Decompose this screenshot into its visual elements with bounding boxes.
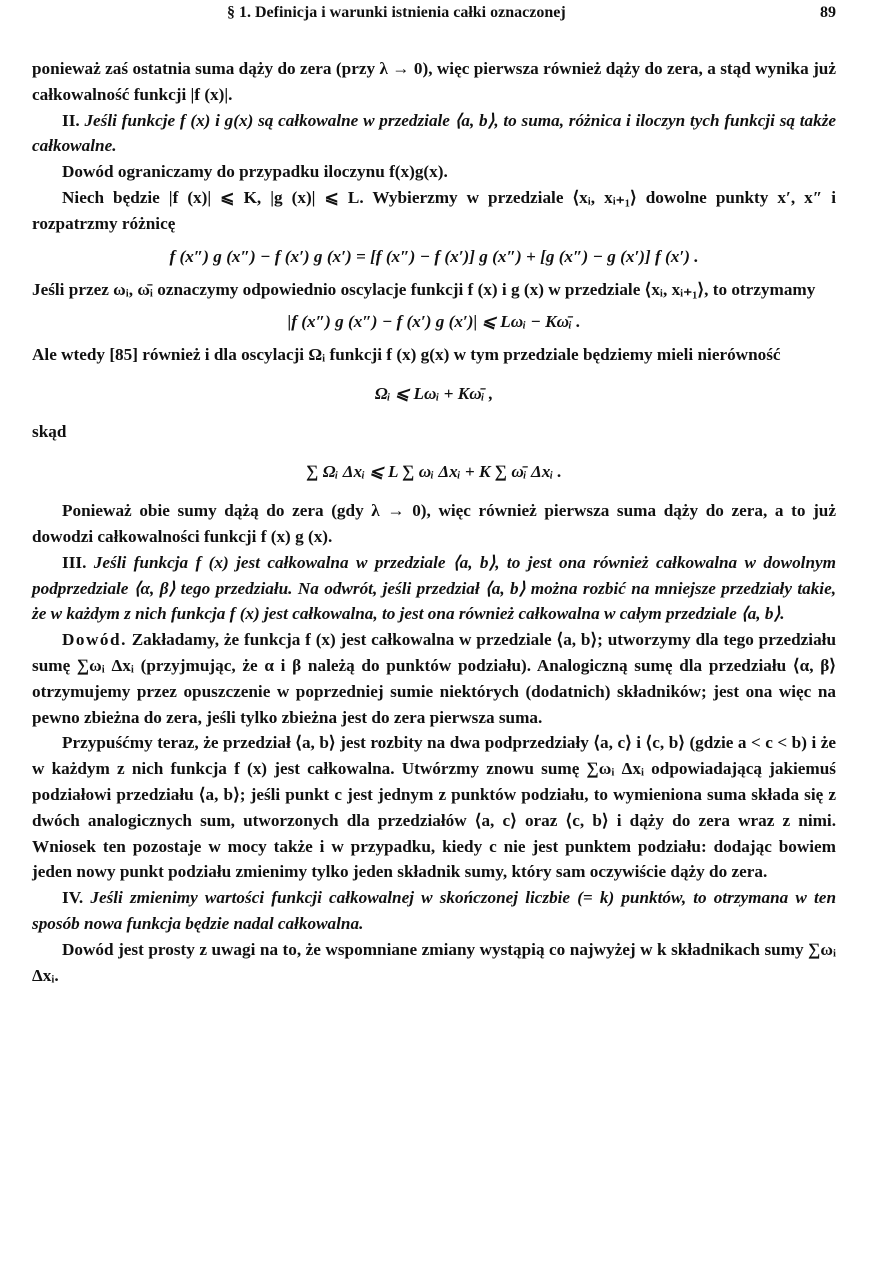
page-body — [32, 56, 836, 988]
page-number: 89 — [820, 4, 836, 21]
proof-iv: Dowód jest prosty z uwagi na to, że wspomniane zmiany wystąpią co najwyżej w k składnikach sumy ∑ωᵢ Δxᵢ. — [32, 939, 836, 985]
theorem-iv — [32, 885, 836, 937]
formula-omega-bound: Ωᵢ ⩽ Lωᵢ + Kω̄ᵢ , — [374, 384, 494, 404]
paragraph-oscillations: Jeśli przez ωᵢ, ω̄ᵢ oznaczymy odpowiednio oscylacje funkcji f (x) i g (x) w przedziale ⟨xᵢ, xᵢ₊₁⟩, to otrzymamy — [32, 279, 816, 299]
theorem-number: III. — [62, 552, 87, 572]
theorem-statement: Jeśli zmienimy wartości funkcji całkowalnej w skończonej liczbie (= k) punktów, to otrzymana w ten sposób nowa funkcja będzie nadal całkowalna. — [32, 888, 836, 933]
paragraph-split: Przypuśćmy teraz, że przedział ⟨a, b⟩ jest rozbity na dwa podprzedziały ⟨a, c⟩ i ⟨c, b⟩ (gdzie a < c < b) i że w każdym z nich funkcja f (x) jest całkowalna. Utwórzmy znowu sumę ∑ωᵢ Δxᵢ odpowiadającą jakiemuś podziałowi przedziału ⟨a, b⟩; jeśli punkt c jest jednym z punktów podziału, to wymieniona suma składa się z dwóch analogicznych sum, utworzonych dla przedziałów ⟨a, c⟩ oraz ⟨c, b⟩ i dąży do zera wraz z nimi. Wniosek ten pozostaje w mocy także i w przypadku, kiedy c nie jest punktem podziału: dodając bowiem jeden nowy punkt podziału zmienimy tylko jeden składnik sumy, który sam oczywiście dąży do zera. — [32, 733, 836, 882]
section-title: § 1. Definicja i warunki istnienia całki oznaczonej — [227, 4, 566, 21]
proof-text: Zakładamy, że funkcja f (x) jest całkowalna w przedziale ⟨a, b⟩; utworzymy dla tego przedziału sumę ∑ωᵢ Δxᵢ (przyjmując, że α i β należą do punktów podziału). Analogiczną sumę dla przedziału ⟨α, β⟩ otrzymujemy przez opuszczenie w poprzedniej sumie niektórych (dodatnich) składników; jest ona więc na pewno zbieżna do zera, jeśli tylko zbieżna jest do zera pierwsza suma. — [32, 630, 837, 727]
formula-sum: ∑ Ωᵢ Δxᵢ ⩽ L ∑ ωᵢ Δxᵢ + K ∑ ω̄ᵢ Δxᵢ . — [306, 462, 562, 482]
theorem-number: II. — [62, 110, 80, 130]
word-skad: skąd — [32, 422, 67, 442]
theorem-number: IV. — [62, 888, 84, 908]
formula-difference: f (x″) g (x″) − f (x′) g (x′) = [f (x″) − f (x′)] g (x″) + [g (x″) − g (x′)] f (x′) . — [169, 246, 699, 266]
paragraph-bounds: Niech będzie |f (x)| ⩽ K, |g (x)| ⩽ L. Wybierzmy w przedziale ⟨xᵢ, xᵢ₊₁⟩ dowolne punkty x′, x″ i rozpatrzmy różnicę — [32, 187, 836, 233]
proof-iii — [32, 627, 836, 730]
paragraph-continuation: ponieważ zaś ostatnia suma dąży do zera (przy λ → 0), więc pierwsza również dąży do zera, a stąd wynika już całkowalność funkcji |f (x)|. — [32, 59, 836, 104]
theorem-statement: Jeśli funkcja f (x) jest całkowalna w przedziale ⟨a, b⟩, to jest ona również całkowalna w dowolnym podprzedziale ⟨α, β⟩ tego przedziału. Na odwrót, jeśli przedział ⟨a, b⟩ można rozbić na mniejsze przedziały takie, że w każdym z nich funkcja f (x) jest całkowalna, to jest ona również całkowalna w całym przedziale ⟨a, b⟩. — [32, 552, 837, 624]
paragraph-omega: Ale wtedy [85] również i dla oscylacji Ωᵢ funkcji f (x) g(x) w tym przedziale będziemy mieli nierówność — [32, 345, 781, 365]
theorem-iii — [32, 550, 836, 627]
theorem-ii — [32, 108, 836, 160]
proof-label: Dowód. — [62, 630, 127, 650]
proof-intro: Dowód ograniczamy do przypadku iloczynu f(x)g(x). — [62, 162, 448, 182]
running-header — [32, 4, 836, 26]
theorem-statement: Jeśli funkcje f (x) i g(x) są całkowalne w przedziale ⟨a, b⟩, to suma, różnica i iloczyn tych funkcji są także całkowalne. — [32, 110, 837, 156]
formula-inequality: |f (x″) g (x″) − f (x′) g (x′)| ⩽ Lωᵢ − Kω̄ᵢ . — [287, 312, 581, 332]
paragraph-conclusion: Ponieważ obie sumy dążą do zera (gdy λ → 0), więc również pierwsza suma dąży do zera, a to już dowodzi całkowalności funkcji f (x) g (x). — [32, 501, 836, 546]
